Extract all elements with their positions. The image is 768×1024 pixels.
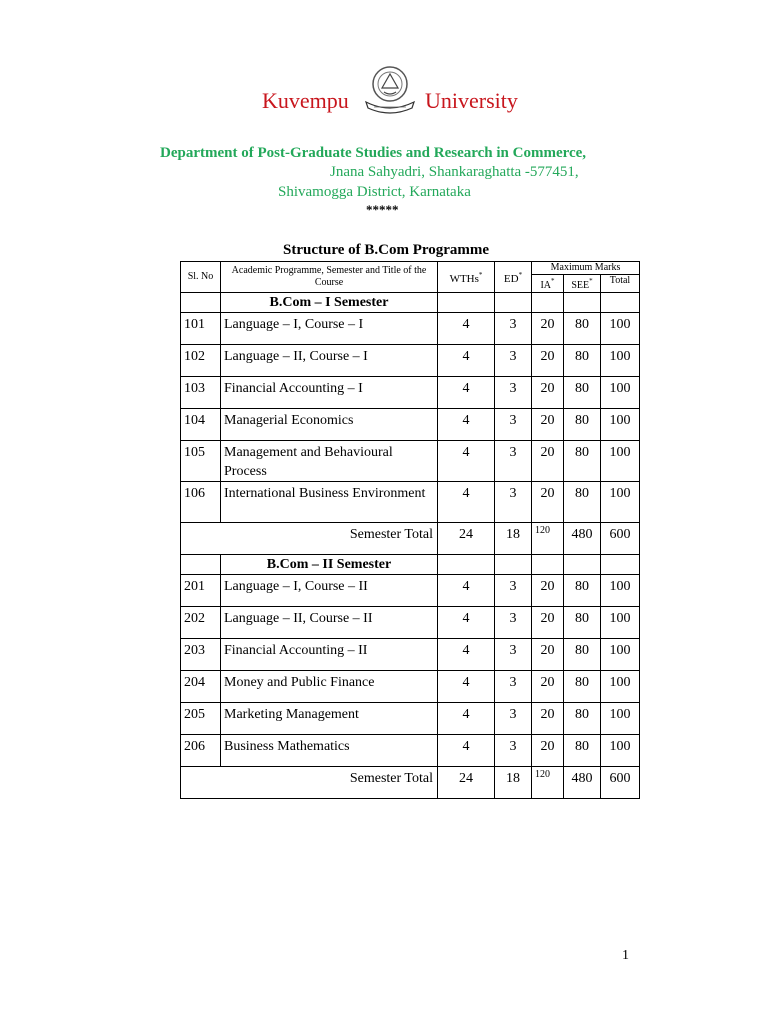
course-title: Language – II, Course – I: [221, 345, 438, 377]
total-ed: 18: [495, 523, 532, 555]
course-see: 80: [564, 313, 601, 345]
table-row: [181, 482, 640, 523]
course-total: 100: [601, 735, 640, 767]
course-ia: 20: [532, 703, 564, 735]
course-number: 106: [181, 482, 221, 523]
course-ed: 3: [495, 671, 532, 703]
course-title: International Business Environment: [221, 482, 438, 523]
header-ed: ED*: [495, 262, 532, 293]
header-total: Total: [601, 275, 640, 293]
course-title: Financial Accounting – I: [221, 377, 438, 409]
course-ed: 3: [495, 735, 532, 767]
blank-cell: [564, 555, 601, 575]
course-see: 80: [564, 409, 601, 441]
course-see: 80: [564, 377, 601, 409]
header-programme: Academic Programme, Semester and Title of the Course: [221, 262, 438, 293]
course-total: 100: [601, 607, 640, 639]
table-row: [181, 313, 640, 345]
course-title: Managerial Economics: [221, 409, 438, 441]
course-wths: 4: [438, 671, 495, 703]
course-title: Business Mathematics: [221, 735, 438, 767]
course-title: Financial Accounting – II: [221, 639, 438, 671]
course-ed: 3: [495, 607, 532, 639]
table-caption: Structure of B.Com Programme: [283, 242, 490, 258]
blank-cell: [601, 293, 640, 313]
course-ia: 20: [532, 607, 564, 639]
total-see: 480: [564, 767, 601, 799]
course-title: Language – II, Course – II: [221, 607, 438, 639]
university-name-right: University: [425, 88, 518, 113]
table-row: [181, 441, 640, 482]
course-total: 100: [601, 703, 640, 735]
total-see: 480: [564, 523, 601, 555]
header-ia: IA*: [532, 275, 564, 293]
total-wths: 24: [438, 767, 495, 799]
table-row: [181, 671, 640, 703]
course-total: 100: [601, 377, 640, 409]
course-number: 204: [181, 671, 221, 703]
university-emblem-icon: [362, 62, 418, 116]
course-number: 205: [181, 703, 221, 735]
course-ia: 20: [532, 671, 564, 703]
course-ia: 20: [532, 575, 564, 607]
blank-cell: [438, 293, 495, 313]
total-wths: 24: [438, 523, 495, 555]
blank-cell: [495, 293, 532, 313]
course-see: 80: [564, 607, 601, 639]
course-total: 100: [601, 313, 640, 345]
table-row: [181, 703, 640, 735]
course-ed: 3: [495, 703, 532, 735]
course-number: 104: [181, 409, 221, 441]
semester-total-label: Semester Total: [181, 767, 438, 799]
table-row: [181, 377, 640, 409]
table-row: [181, 575, 640, 607]
blank-cell: [601, 555, 640, 575]
semester-header-row: [181, 555, 640, 575]
course-wths: 4: [438, 409, 495, 441]
course-title: Language – I, Course – II: [221, 575, 438, 607]
course-wths: 4: [438, 377, 495, 409]
table-row: [181, 607, 640, 639]
total-ia: 120: [532, 523, 564, 555]
semester-total-row: [181, 767, 640, 799]
page-number: 1: [622, 948, 629, 963]
course-total: 100: [601, 575, 640, 607]
header-wths: WTHs*: [438, 262, 495, 293]
address-line-2: Shivamogga District, Karnataka: [278, 184, 471, 200]
course-wths: 4: [438, 735, 495, 767]
total-ia: 120: [532, 767, 564, 799]
blank-cell: [495, 555, 532, 575]
course-number: 203: [181, 639, 221, 671]
course-title: Marketing Management: [221, 703, 438, 735]
address-line-1: Jnana Sahyadri, Shankaraghatta -577451,: [330, 164, 579, 180]
course-wths: 4: [438, 441, 495, 482]
course-see: 80: [564, 639, 601, 671]
course-title: Language – I, Course – I: [221, 313, 438, 345]
course-number: 103: [181, 377, 221, 409]
header-max-marks: Maximum Marks: [532, 262, 640, 275]
blank-cell: [532, 293, 564, 313]
course-ed: 3: [495, 313, 532, 345]
course-ia: 20: [532, 345, 564, 377]
header-sl-no: Sl. No: [181, 262, 221, 293]
course-ia: 20: [532, 409, 564, 441]
course-number: 102: [181, 345, 221, 377]
blank-cell: [564, 293, 601, 313]
course-see: 80: [564, 735, 601, 767]
course-ia: 20: [532, 482, 564, 523]
blank-cell: [181, 293, 221, 313]
course-number: 105: [181, 441, 221, 482]
university-name-left: Kuvempu: [262, 88, 349, 113]
course-wths: 4: [438, 703, 495, 735]
course-total: 100: [601, 345, 640, 377]
course-ia: 20: [532, 639, 564, 671]
course-total: 100: [601, 482, 640, 523]
course-see: 80: [564, 703, 601, 735]
course-wths: 4: [438, 313, 495, 345]
course-see: 80: [564, 671, 601, 703]
course-title: Money and Public Finance: [221, 671, 438, 703]
course-number: 206: [181, 735, 221, 767]
course-wths: 4: [438, 639, 495, 671]
blank-cell: [181, 555, 221, 575]
total-total: 600: [601, 767, 640, 799]
course-see: 80: [564, 482, 601, 523]
table-row: [181, 735, 640, 767]
blank-cell: [532, 555, 564, 575]
course-wths: 4: [438, 607, 495, 639]
course-see: 80: [564, 345, 601, 377]
semester-total-row: [181, 523, 640, 555]
table-row: [181, 345, 640, 377]
total-ed: 18: [495, 767, 532, 799]
course-number: 101: [181, 313, 221, 345]
course-ed: 3: [495, 441, 532, 482]
course-see: 80: [564, 441, 601, 482]
course-ed: 3: [495, 345, 532, 377]
course-see: 80: [564, 575, 601, 607]
course-wths: 4: [438, 575, 495, 607]
department-title: Department of Post-Graduate Studies and Research in Commerce,: [160, 145, 587, 161]
blank-cell: [438, 555, 495, 575]
course-structure-table: [180, 261, 640, 799]
course-ed: 3: [495, 639, 532, 671]
course-ia: 20: [532, 377, 564, 409]
course-title: Management and Behavioural Process: [221, 441, 438, 482]
course-ia: 20: [532, 441, 564, 482]
course-total: 100: [601, 409, 640, 441]
course-number: 202: [181, 607, 221, 639]
course-number: 201: [181, 575, 221, 607]
table-row: [181, 409, 640, 441]
course-wths: 4: [438, 482, 495, 523]
course-ed: 3: [495, 409, 532, 441]
course-ed: 3: [495, 377, 532, 409]
course-ia: 20: [532, 313, 564, 345]
course-total: 100: [601, 671, 640, 703]
separator-stars: *****: [366, 202, 399, 217]
header-see: SEE*: [564, 275, 601, 293]
semester-total-label: Semester Total: [181, 523, 438, 555]
semester-header-row: [181, 293, 640, 313]
total-total: 600: [601, 523, 640, 555]
course-ed: 3: [495, 575, 532, 607]
course-ia: 20: [532, 735, 564, 767]
course-total: 100: [601, 639, 640, 671]
semester-title: B.Com – II Semester: [221, 555, 438, 575]
table-row: [181, 639, 640, 671]
course-ed: 3: [495, 482, 532, 523]
semester-title: B.Com – I Semester: [221, 293, 438, 313]
course-total: 100: [601, 441, 640, 482]
course-wths: 4: [438, 345, 495, 377]
